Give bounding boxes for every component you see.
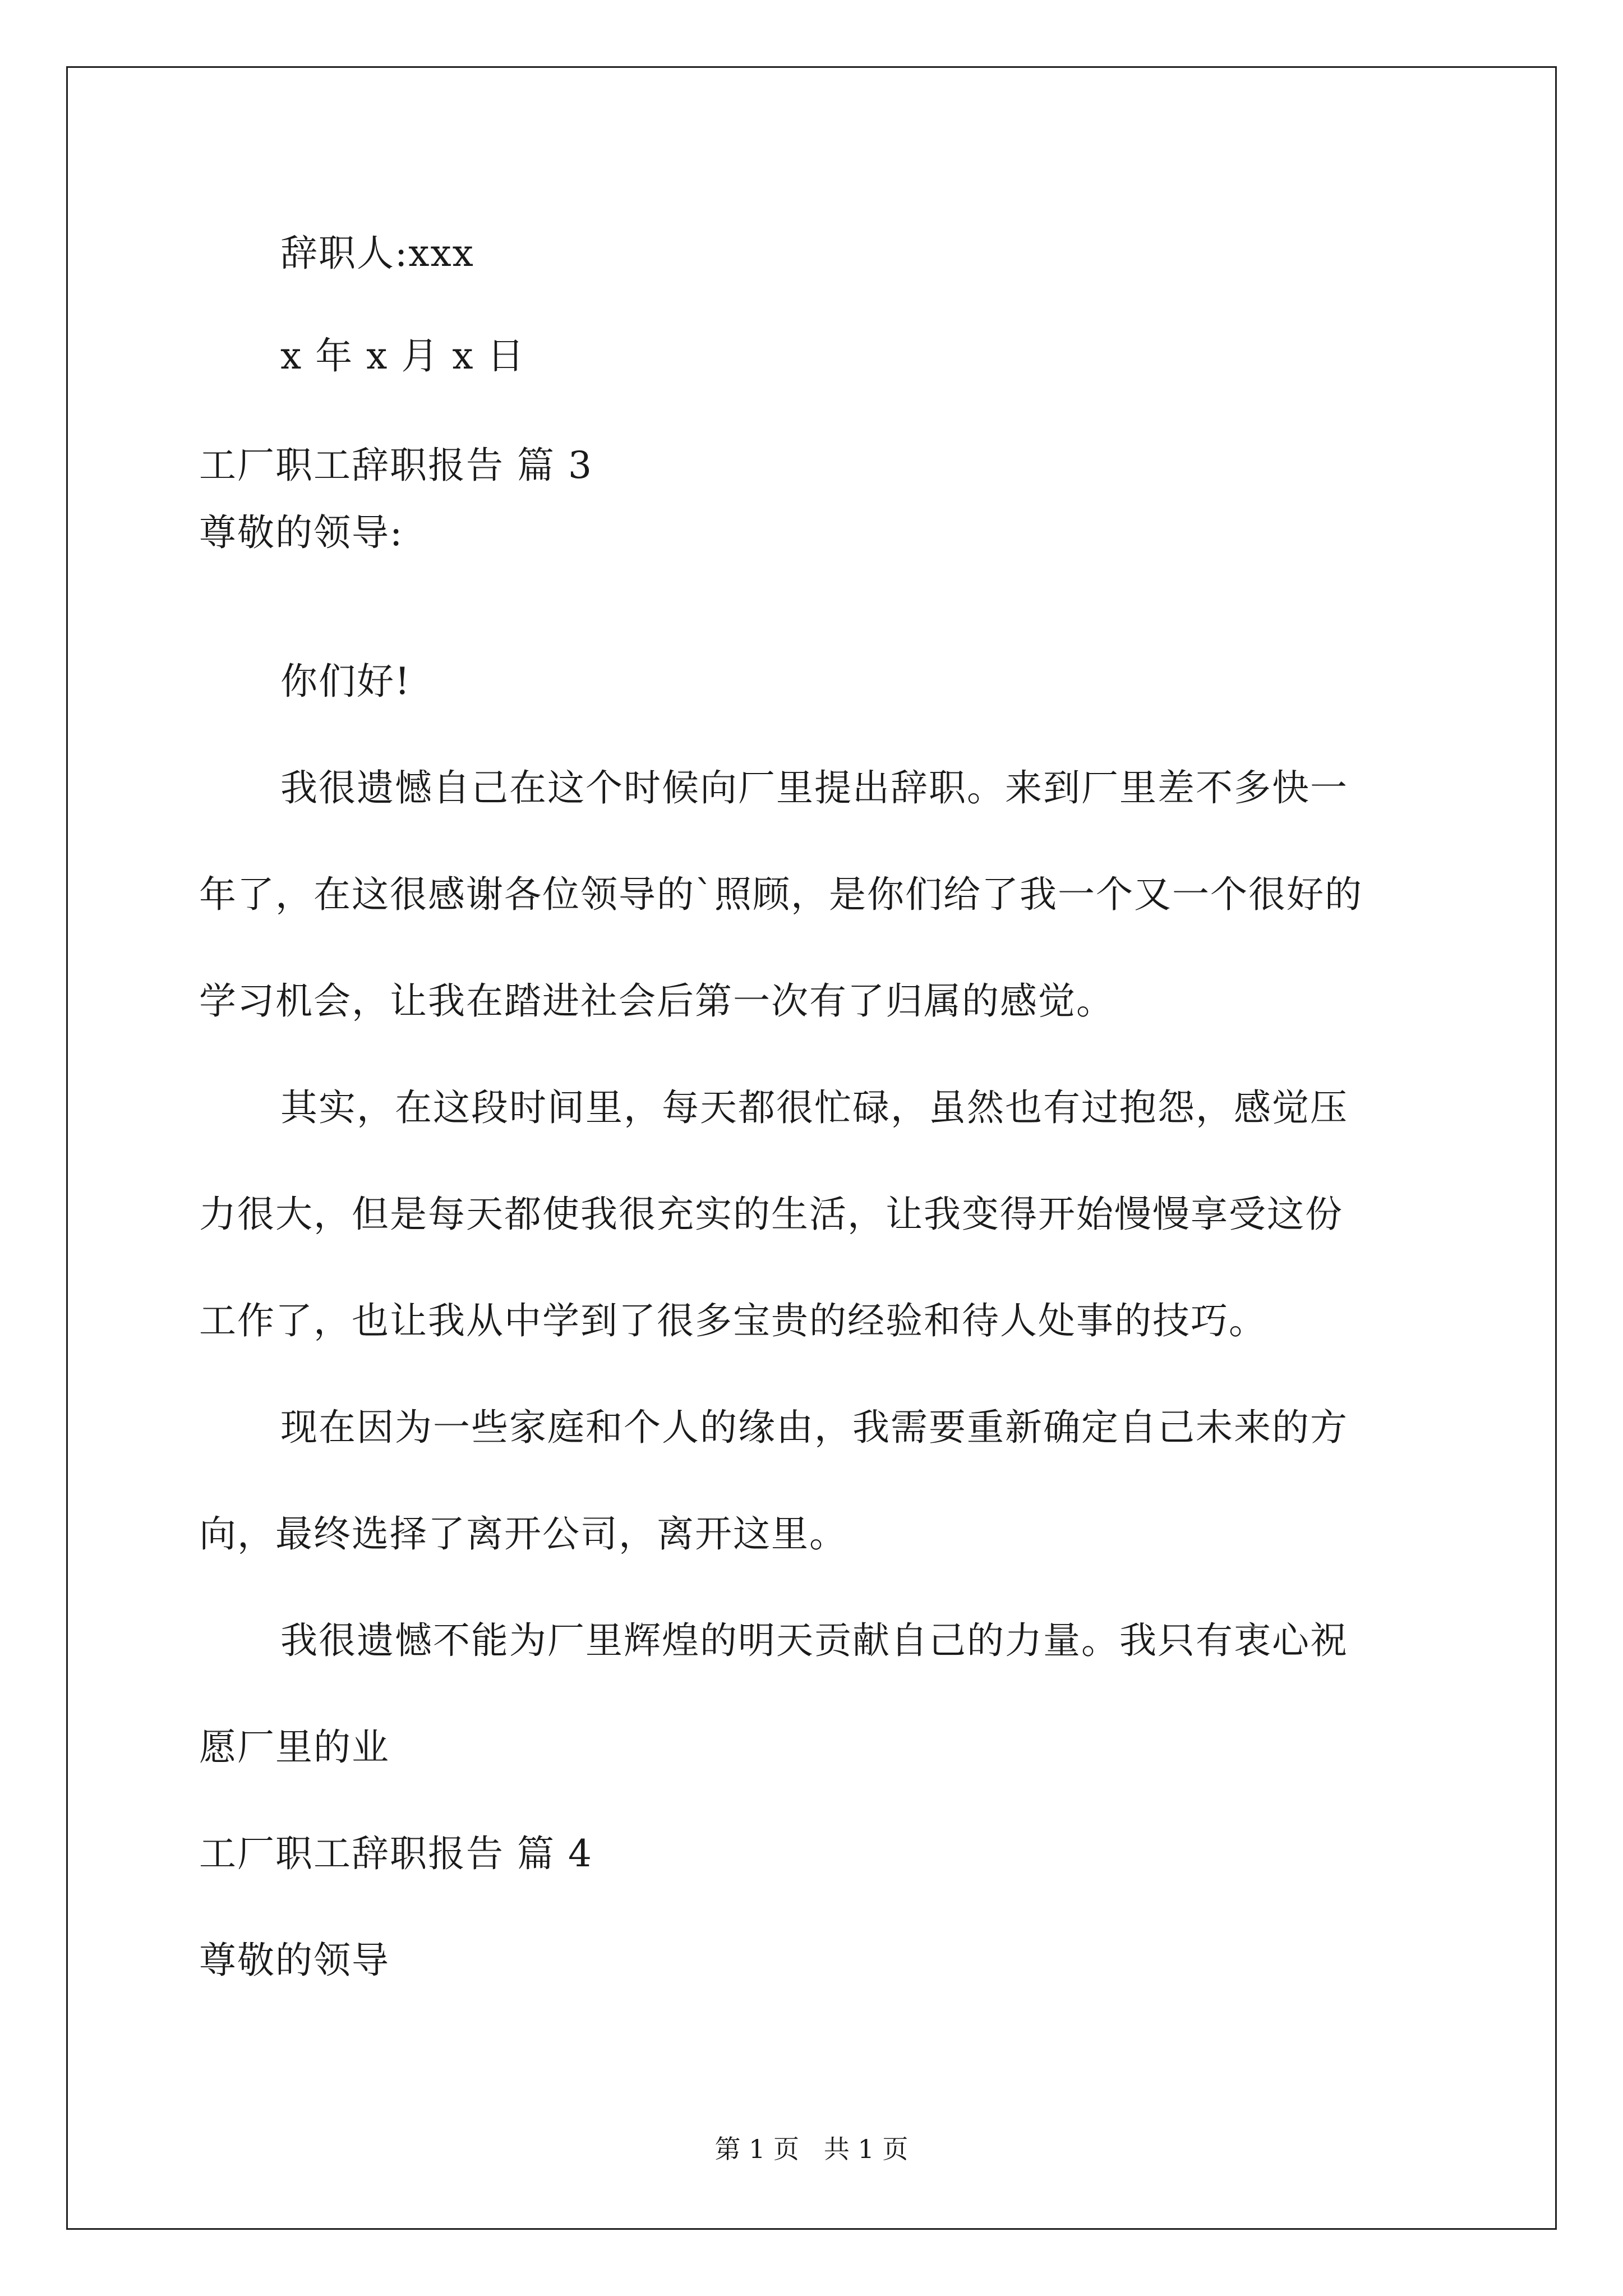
paragraph-2-line-3: 工作了，也让我从中学到了很多宝贵的经验和待人处事的技巧。	[199, 1299, 1267, 1342]
paragraph-3-line-2: 向，最终选择了离开公司，离开这里。	[199, 1512, 847, 1556]
paragraph-4-line-1: 我很遗憾不能为厂里辉煌的明天贡献自己的力量。我只有衷心祝	[280, 1619, 1348, 1662]
paragraph-1-line-3: 学习机会，让我在踏进社会后第一次有了归属的感觉。	[199, 979, 1114, 1023]
salutation-3: 尊敬的领导:	[199, 511, 404, 554]
paragraph-1-line-2: 年了，在这很感谢各位领导的`照顾，是你们给了我一个又一个很好的	[199, 873, 1363, 916]
salutation-4: 尊敬的领导	[199, 1939, 390, 1982]
paragraph-2-line-2: 力很大，但是每天都使我很充实的生活，让我变得开始慢慢享受这份	[199, 1193, 1343, 1236]
page-border	[66, 66, 1557, 2230]
paragraph-3-line-1: 现在因为一些家庭和个人的缘由，我需要重新确定自己未来的方	[280, 1406, 1348, 1449]
page-footer: 第 1 页 共 1 页	[714, 2134, 909, 2164]
date-line: x 年 x 月 x 日	[280, 334, 525, 378]
signature-line: 辞职人:xxx	[280, 232, 474, 275]
paragraph-1-line-1: 我很遗憾自己在这个时候向厂里提出辞职。来到厂里差不多快一	[280, 766, 1348, 809]
section-heading-4: 工厂职工辞职报告 篇 4	[199, 1832, 593, 1875]
paragraph-4-line-2: 愿厂里的业	[199, 1726, 390, 1769]
paragraph-2-line-1: 其实，在这段时间里，每天都很忙碌，虽然也有过抱怨，感觉压	[280, 1086, 1348, 1129]
greeting-line: 你们好!	[280, 660, 411, 703]
section-heading-3: 工厂职工辞职报告 篇 3	[199, 444, 593, 487]
